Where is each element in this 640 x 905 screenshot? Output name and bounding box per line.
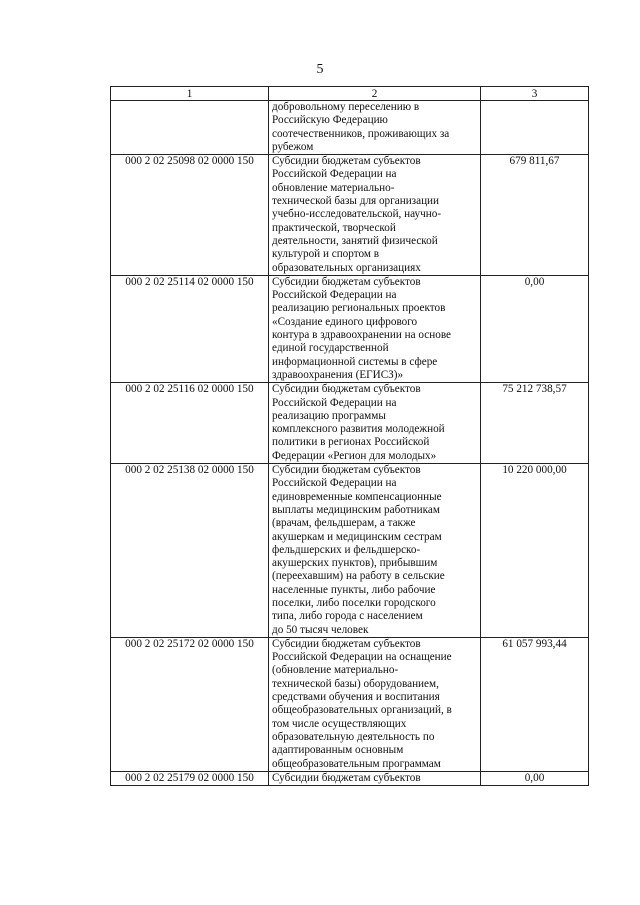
description-line: том числе осуществляющих [272, 717, 407, 730]
description-line: до 50 тысяч человек [272, 623, 369, 636]
description-line: практической, творческой [272, 221, 396, 234]
header-row [111, 87, 589, 101]
amount-cell: 10 220 000,00 [481, 464, 589, 638]
table-row [111, 771, 589, 785]
description-line: технической базы) оборудованием, [272, 677, 439, 690]
description-line: реализацию программы [272, 409, 386, 422]
description-line: контура в здравоохранении на основе [272, 329, 452, 342]
description-cell [269, 275, 481, 382]
table-body [111, 101, 589, 786]
table-row [111, 383, 589, 464]
description-cell [269, 155, 481, 276]
description-line: реализацию региональных проектов [272, 302, 446, 315]
description-line: Субсидии бюджетам субъектов [272, 155, 421, 168]
description-line: фельдшерских и фельдшерско- [272, 543, 421, 556]
description-line: технической базы для организации [272, 195, 440, 208]
column-header-code: 1 [111, 87, 269, 101]
description-line: Российской Федерации на [272, 168, 397, 181]
budget-code-cell: 000 2 02 25172 02 0000 150 [111, 637, 269, 771]
description-line: Субсидии бюджетам субъектов [272, 275, 421, 288]
description-line: поселки, либо поселки городского [272, 596, 436, 609]
amount-cell [481, 101, 589, 155]
column-header-amount: 3 [481, 87, 589, 101]
description-line: обновление материально- [272, 181, 395, 194]
description-cell [269, 771, 481, 785]
budget-code-cell: 000 2 02 25098 02 0000 150 [111, 155, 269, 276]
description-cell [269, 637, 481, 771]
description-line: Субсидии бюджетам субъектов [272, 637, 421, 650]
description-line: единой государственной [272, 342, 389, 355]
description-line: Российской Федерации на оснащение [272, 651, 452, 664]
description-line: здравоохранения (ЕГИСЗ)» [272, 368, 404, 381]
description-line: общеобразовательных организаций, в [272, 704, 452, 717]
budget-table [110, 86, 589, 786]
table-row [111, 637, 589, 771]
budget-code-cell: 000 2 02 25138 02 0000 150 [111, 464, 269, 638]
amount-cell: 679 811,67 [481, 155, 589, 276]
table-row [111, 464, 589, 638]
description-line: выплаты медицинским работникам [272, 503, 440, 516]
description-line: (переехавшим) на работу в сельские [272, 570, 445, 583]
description-line: образовательную деятельность по [272, 730, 435, 743]
table-row [111, 101, 589, 155]
description-line: комплексного развития молодежной [272, 423, 445, 436]
description-line: Субсидии бюджетам субъектов [272, 383, 421, 396]
table-row [111, 275, 589, 382]
description-line: типа, либо города с населением [272, 610, 423, 623]
column-header-description: 2 [269, 87, 481, 101]
description-line: населенные пункты, либо рабочие [272, 583, 436, 596]
page-number: 5 [316, 62, 324, 77]
description-line: Российской Федерации на [272, 289, 397, 302]
description-line: единовременные компенсационные [272, 490, 442, 503]
description-cell [269, 383, 481, 464]
description-line: Российской Федерации на [272, 396, 397, 409]
description-cell [269, 464, 481, 638]
budget-code-cell: 000 2 02 25114 02 0000 150 [111, 275, 269, 382]
amount-cell: 61 057 993,44 [481, 637, 589, 771]
description-line: рубежом [272, 140, 314, 153]
amount-cell: 0,00 [481, 275, 589, 382]
description-line: акушеркам и медицинским сестрам [272, 530, 442, 543]
amount-cell: 0,00 [481, 771, 589, 785]
description-line: культурой и спортом в [272, 248, 380, 261]
description-line: информационной системы в сфере [272, 355, 438, 368]
description-cell [269, 101, 481, 155]
table-row [111, 155, 589, 276]
description-line: Российскую Федерацию [272, 114, 388, 127]
description-line: акушерских пунктов), прибывшим [272, 557, 438, 570]
description-line: соотечественников, проживающих за [272, 127, 450, 140]
description-line: «Создание единого цифрового [272, 315, 418, 328]
description-line: учебно-исследовательской, научно- [272, 208, 442, 221]
budget-code-cell [111, 101, 269, 155]
description-line: общеобразовательным программам [272, 757, 441, 770]
description-line: политики в регионах Российской [272, 436, 430, 449]
description-line: добровольному переселению в [272, 101, 420, 113]
budget-code-cell: 000 2 02 25116 02 0000 150 [111, 383, 269, 464]
description-line: деятельности, занятий физической [272, 234, 438, 247]
description-line: (обновление материально- [272, 664, 399, 677]
table-header [111, 87, 589, 101]
budget-code-cell: 000 2 02 25179 02 0000 150 [111, 771, 269, 785]
description-line: (врачам, фельдшерам, а также [272, 517, 416, 530]
description-line: образовательных организациях [272, 261, 421, 274]
description-line: Субсидии бюджетам субъектов [272, 771, 421, 784]
description-line: адаптированным основным [272, 744, 404, 757]
description-line: Субсидии бюджетам субъектов [272, 464, 421, 477]
description-line: Российской Федерации на [272, 477, 397, 490]
description-line: Федерации «Регион для молодых» [272, 449, 437, 462]
description-line: средствами обучения и воспитания [272, 691, 440, 704]
amount-cell: 75 212 738,57 [481, 383, 589, 464]
